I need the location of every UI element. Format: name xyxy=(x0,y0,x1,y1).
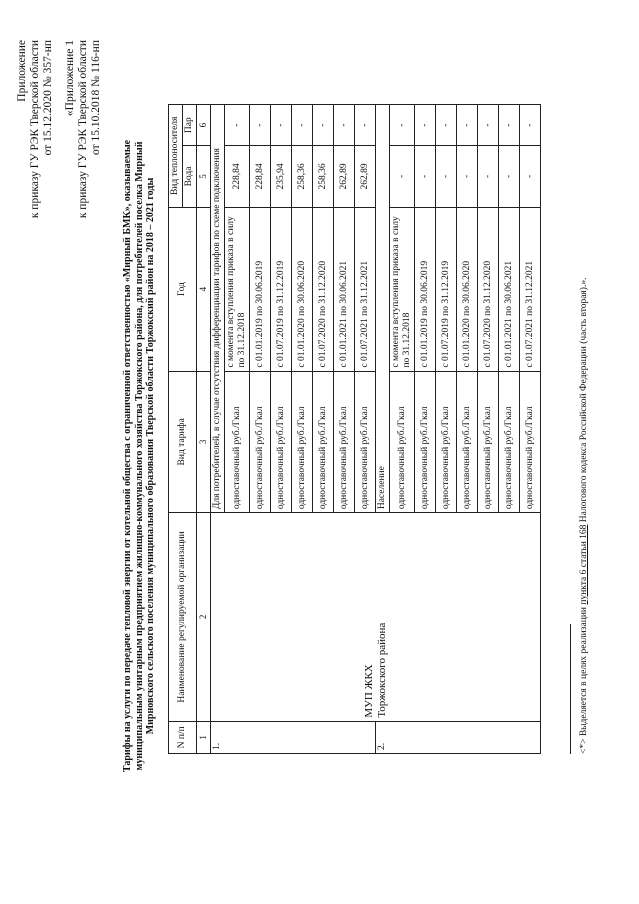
section-row xyxy=(211,105,225,754)
water-value-cell: 228,84 xyxy=(225,146,250,207)
steam-value-cell: - xyxy=(390,105,415,146)
footnote-divider xyxy=(570,624,571,754)
col-header-water: Вода xyxy=(183,146,197,207)
index-cell: 1 xyxy=(197,721,211,753)
title-line: муниципальным унитарным предприятием жилищно-коммунального хозяйства Торжокского района, для потребителей поселка Мирный xyxy=(133,141,145,771)
col-header-carrier: Вид теплоносителя xyxy=(169,105,183,208)
index-cell: 3 xyxy=(197,371,211,513)
section-title: Для потребителей, в случае отсутствия дифференциации тарифов по схеме подключения xyxy=(211,105,225,513)
tariff-type-cell: одноставочный руб./Гкал xyxy=(499,371,520,513)
water-value-cell: 235,94 xyxy=(271,146,292,207)
col-header-num: N п/п xyxy=(169,721,197,753)
steam-value-cell: - xyxy=(520,105,541,146)
steam-value-cell: - xyxy=(478,105,499,146)
tariff-type-cell: одноставочный руб./Гкал xyxy=(334,371,355,513)
index-row xyxy=(197,105,211,754)
header-line: «Приложение 1 xyxy=(64,40,76,117)
water-value-cell: - xyxy=(478,146,499,207)
header-line: от 15.10.2018 № 116-нп xyxy=(90,40,102,155)
index-cell: 5 xyxy=(197,146,211,207)
period-cell: с момента вступления приказа в силу по 31.12.2018 xyxy=(390,207,415,371)
index-cell: 4 xyxy=(197,207,211,371)
tariff-type-cell: одноставочный руб./Гкал xyxy=(415,371,436,513)
steam-value-cell: - xyxy=(271,105,292,146)
footnote-text: <*> Выделяется в целях реализации xyxy=(579,604,589,754)
org-name-line: МУП ЖКХ xyxy=(362,664,375,718)
col-header-year: Год xyxy=(169,207,197,371)
tariff-type-cell: одноставочный руб./Гкал xyxy=(390,371,415,513)
header-line: к приказу ГУ РЭК Тверской области xyxy=(29,40,41,219)
header-line: от 15.12.2020 № 357-нп xyxy=(42,40,54,156)
period-cell: с момента вступления приказа в силу по 31.12.2018 xyxy=(225,207,250,371)
water-value-cell: - xyxy=(499,146,520,207)
period-cell: с 01.07.2021 по 31.12.2021 xyxy=(355,207,376,371)
index-cell: 2 xyxy=(197,513,211,722)
steam-value-cell: - xyxy=(334,105,355,146)
water-value-cell: 262,89 xyxy=(334,146,355,207)
tariff-type-cell: одноставочный руб./Гкал xyxy=(478,371,499,513)
period-cell: с 01.07.2019 по 31.12.2019 xyxy=(436,207,457,371)
appendix-1-header xyxy=(64,40,103,340)
steam-value-cell: - xyxy=(313,105,334,146)
water-value-cell: 262,89 xyxy=(355,146,376,207)
tariff-type-cell: одноставочный руб./Гкал xyxy=(250,371,271,513)
footnote xyxy=(579,278,589,754)
water-value-cell: 228,84 xyxy=(250,146,271,207)
steam-value-cell: - xyxy=(436,105,457,146)
water-value-cell: 258,36 xyxy=(313,146,334,207)
steam-value-cell: - xyxy=(499,105,520,146)
title-line: Мирновского сельского поселения муниципального образования Тверской области Торжокский район на 2018 – 2021 годы xyxy=(145,177,156,735)
section-title: Население xyxy=(376,105,390,513)
steam-value-cell: - xyxy=(457,105,478,146)
organization-name xyxy=(211,513,541,722)
period-cell: с 01.07.2019 по 31.12.2019 xyxy=(271,207,292,371)
appendix-header xyxy=(16,40,55,340)
period-cell: с 01.07.2020 по 31.12.2020 xyxy=(313,207,334,371)
col-header-steam: Пар xyxy=(183,105,197,146)
col-header-type: Вид тарифа xyxy=(169,371,197,513)
water-value-cell: - xyxy=(520,146,541,207)
document-title xyxy=(122,96,157,816)
period-cell: с 01.01.2021 по 30.06.2021 xyxy=(499,207,520,371)
water-value-cell: - xyxy=(457,146,478,207)
steam-value-cell: - xyxy=(250,105,271,146)
period-cell: с 01.07.2021 по 31.12.2021 xyxy=(520,207,541,371)
footnote-law-link[interactable]: пункта 6 статьи 168 xyxy=(579,524,589,605)
steam-value-cell: - xyxy=(225,105,250,146)
period-cell: с 01.01.2019 по 30.06.2019 xyxy=(250,207,271,371)
steam-value-cell: - xyxy=(292,105,313,146)
tariff-type-cell: одноставочный руб./Гкал xyxy=(520,371,541,513)
water-value-cell: 258,36 xyxy=(292,146,313,207)
section-number: 1. xyxy=(211,721,376,753)
period-cell: с 01.01.2021 по 30.06.2021 xyxy=(334,207,355,371)
header-line: к приказу ГУ РЭК Тверской области xyxy=(77,40,89,219)
index-cell: 6 xyxy=(197,105,211,146)
title-line: Тарифы на услуги по передаче тепловой энергии от котельной общества с ограниченной ответственностью «Мирный БМК», оказываемые xyxy=(122,139,133,773)
period-cell: с 01.07.2020 по 31.12.2020 xyxy=(478,207,499,371)
header-line: Приложение xyxy=(16,40,28,102)
steam-value-cell: - xyxy=(415,105,436,146)
tariff-type-cell: одноставочный руб./Гкал xyxy=(271,371,292,513)
water-value-cell: - xyxy=(390,146,415,207)
period-cell: с 01.01.2020 по 30.06.2020 xyxy=(457,207,478,371)
water-value-cell: - xyxy=(415,146,436,207)
tariff-type-cell: одноставочный руб./Гкал xyxy=(355,371,376,513)
tariff-type-cell: одноставочный руб./Гкал xyxy=(457,371,478,513)
tariff-table xyxy=(168,104,541,754)
tariff-type-cell: одноставочный руб./Гкал xyxy=(313,371,334,513)
section-number: 2. xyxy=(376,721,541,753)
col-header-org: Наименование регулируемой организации xyxy=(169,513,197,722)
footnote-text: Налогового кодекса Российской Федерации (часть вторая).». xyxy=(579,277,589,525)
steam-value-cell: - xyxy=(355,105,376,146)
period-cell: с 01.01.2020 по 30.06.2020 xyxy=(292,207,313,371)
tariff-type-cell: одноставочный руб./Гкал xyxy=(225,371,250,513)
water-value-cell: - xyxy=(436,146,457,207)
tariff-type-cell: одноставочный руб./Гкал xyxy=(436,371,457,513)
period-cell: с 01.01.2019 по 30.06.2019 xyxy=(415,207,436,371)
org-name-line: Торжокского района xyxy=(375,622,388,718)
tariff-type-cell: одноставочный руб./Гкал xyxy=(292,371,313,513)
